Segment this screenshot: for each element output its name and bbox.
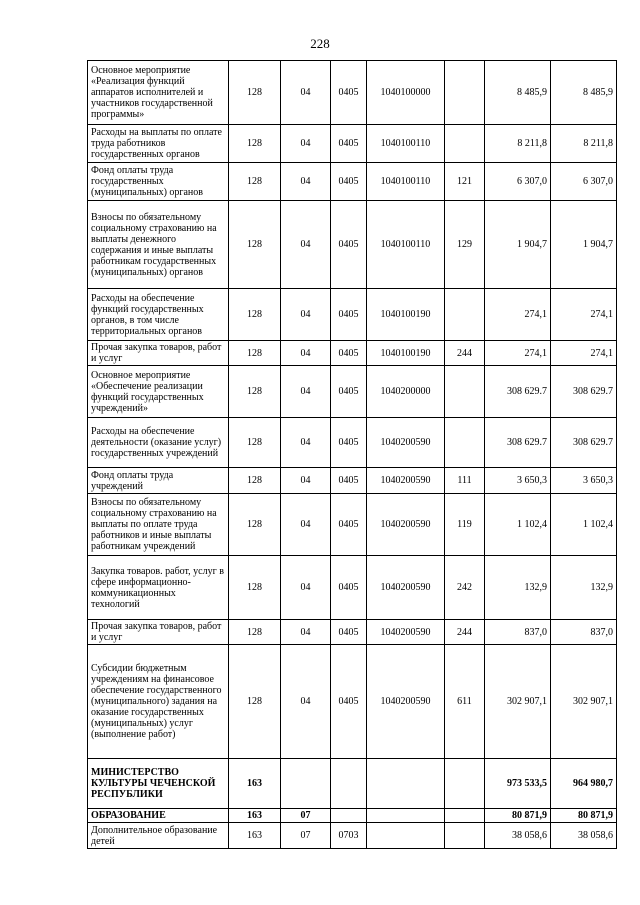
target-article-cell (367, 809, 445, 823)
amount-year1-cell: 38 058,6 (485, 823, 551, 849)
ministry-code-cell: 128 (229, 125, 281, 163)
amount-year2-cell: 308 629.7 (551, 366, 617, 418)
target-article-cell: 1040100000 (367, 61, 445, 125)
table-row (88, 366, 617, 418)
item-name-cell: Расходы на обеспечение деятельности (оказание услуг) государственных учреждений (88, 418, 229, 468)
section-code-cell: 04 (281, 201, 331, 289)
section-code-cell: 04 (281, 163, 331, 201)
item-name-cell: Взносы по обязательному социальному страхованию на выплаты по оплате труда работников и иные выплаты работникам учреждений (88, 494, 229, 556)
item-name-cell: Фонд оплаты труда учреждений (88, 468, 229, 494)
amount-year2-cell: 132,9 (551, 556, 617, 620)
amount-year2-cell: 1 102,4 (551, 494, 617, 556)
amount-year1-cell: 837,0 (485, 620, 551, 645)
item-name-cell: Взносы по обязательному социальному страхованию на выплаты денежного содержания и иные выплаты работникам государственных (муниципальных) органов (88, 201, 229, 289)
table-row (88, 125, 617, 163)
item-name-cell: Прочая закупка товаров, работ и услуг (88, 620, 229, 645)
item-name-cell: Прочая закупка товаров, работ и услуг (88, 341, 229, 366)
table-row (88, 341, 617, 366)
item-name-cell: Дополнительное образование детей (88, 823, 229, 849)
ministry-code-cell: 163 (229, 823, 281, 849)
table-row (88, 418, 617, 468)
target-article-cell: 1040200590 (367, 418, 445, 468)
subsection-code-cell: 0405 (331, 125, 367, 163)
ministry-code-cell: 128 (229, 289, 281, 341)
ministry-code-cell: 128 (229, 620, 281, 645)
subsection-code-cell: 0405 (331, 366, 367, 418)
section-code-cell: 04 (281, 468, 331, 494)
table-row (88, 620, 617, 645)
section-code-cell: 04 (281, 556, 331, 620)
amount-year2-cell: 1 904,7 (551, 201, 617, 289)
amount-year1-cell: 8 485,9 (485, 61, 551, 125)
target-article-cell: 1040200000 (367, 366, 445, 418)
target-article-cell (367, 759, 445, 809)
amount-year2-cell: 38 058,6 (551, 823, 617, 849)
target-article-cell: 1040200590 (367, 468, 445, 494)
table-row (88, 494, 617, 556)
subsection-code-cell: 0405 (331, 163, 367, 201)
target-article-cell: 1040100190 (367, 341, 445, 366)
item-name-cell: Основное мероприятие «Реализация функций аппаратов исполнителей и участников государственной программы» (88, 61, 229, 125)
amount-year1-cell: 274,1 (485, 289, 551, 341)
amount-year1-cell: 132,9 (485, 556, 551, 620)
amount-year1-cell: 1 904,7 (485, 201, 551, 289)
table-row (88, 556, 617, 620)
item-name-cell: Расходы на обеспечение функций государственных органов, в том числе территориальных органов (88, 289, 229, 341)
amount-year2-cell: 8 211,8 (551, 125, 617, 163)
expense-type-cell (445, 61, 485, 125)
section-code-cell: 04 (281, 125, 331, 163)
expense-type-cell: 244 (445, 620, 485, 645)
section-code-cell (281, 759, 331, 809)
amount-year2-cell: 80 871,9 (551, 809, 617, 823)
item-name-cell: Расходы на выплаты по оплате труда работников государственных органов (88, 125, 229, 163)
amount-year2-cell: 837,0 (551, 620, 617, 645)
section-code-cell: 04 (281, 620, 331, 645)
subsection-code-cell: 0405 (331, 468, 367, 494)
subsection-code-cell: 0405 (331, 418, 367, 468)
ministry-code-cell: 128 (229, 556, 281, 620)
expense-type-cell (445, 366, 485, 418)
amount-year1-cell: 1 102,4 (485, 494, 551, 556)
ministry-code-cell: 128 (229, 163, 281, 201)
table-row (88, 759, 617, 809)
subsection-code-cell: 0405 (331, 341, 367, 366)
amount-year2-cell: 964 980,7 (551, 759, 617, 809)
amount-year2-cell: 3 650,3 (551, 468, 617, 494)
section-code-cell: 04 (281, 494, 331, 556)
target-article-cell: 1040100110 (367, 125, 445, 163)
amount-year1-cell: 274,1 (485, 341, 551, 366)
ministry-code-cell: 128 (229, 341, 281, 366)
expense-type-cell (445, 418, 485, 468)
section-code-cell: 04 (281, 61, 331, 125)
subsection-code-cell: 0405 (331, 645, 367, 759)
ministry-code-cell: 128 (229, 61, 281, 125)
target-article-cell: 1040200590 (367, 556, 445, 620)
subsection-code-cell (331, 759, 367, 809)
expense-type-cell: 242 (445, 556, 485, 620)
table-row (88, 823, 617, 849)
amount-year1-cell: 8 211,8 (485, 125, 551, 163)
item-name-cell: Субсидии бюджетным учреждениям на финансовое обеспечение государственного (муниципального) задания на оказание государственных (муниципальных) услуг (выполнение работ) (88, 645, 229, 759)
subsection-code-cell: 0703 (331, 823, 367, 849)
table-row (88, 201, 617, 289)
item-name-cell: Закупка товаров. работ, услуг в сфере информационно-коммуникационных технологий (88, 556, 229, 620)
amount-year1-cell: 308 629.7 (485, 418, 551, 468)
expense-type-cell (445, 125, 485, 163)
target-article-cell: 1040200590 (367, 645, 445, 759)
subsection-code-cell: 0405 (331, 620, 367, 645)
ministry-code-cell: 128 (229, 418, 281, 468)
ministry-code-cell: 128 (229, 468, 281, 494)
subsection-code-cell: 0405 (331, 61, 367, 125)
amount-year2-cell: 302 907,1 (551, 645, 617, 759)
amount-year1-cell: 308 629.7 (485, 366, 551, 418)
expense-type-cell: 611 (445, 645, 485, 759)
ministry-code-cell: 128 (229, 366, 281, 418)
amount-year1-cell: 302 907,1 (485, 645, 551, 759)
amount-year2-cell: 8 485,9 (551, 61, 617, 125)
ministry-code-cell: 128 (229, 645, 281, 759)
section-code-cell: 04 (281, 341, 331, 366)
item-name-cell: МИНИСТЕРСТВО КУЛЬТУРЫ ЧЕЧЕНСКОЙ РЕСПУБЛИКИ (88, 759, 229, 809)
target-article-cell: 1040100110 (367, 163, 445, 201)
ministry-code-cell: 128 (229, 201, 281, 289)
expense-type-cell (445, 759, 485, 809)
section-code-cell: 07 (281, 809, 331, 823)
section-code-cell: 04 (281, 645, 331, 759)
amount-year2-cell: 308 629.7 (551, 418, 617, 468)
expense-type-cell: 244 (445, 341, 485, 366)
table-row (88, 809, 617, 823)
expense-type-cell: 129 (445, 201, 485, 289)
expense-type-cell (445, 809, 485, 823)
table-row (88, 61, 617, 125)
section-code-cell: 04 (281, 366, 331, 418)
item-name-cell: Основное мероприятие «Обеспечение реализации функций государственных учреждений» (88, 366, 229, 418)
table-row (88, 645, 617, 759)
subsection-code-cell: 0405 (331, 494, 367, 556)
section-code-cell: 04 (281, 289, 331, 341)
expense-type-cell (445, 289, 485, 341)
item-name-cell: Фонд оплаты труда государственных (муниципальных) органов (88, 163, 229, 201)
expense-type-cell: 119 (445, 494, 485, 556)
item-name-cell: ОБРАЗОВАНИЕ (88, 809, 229, 823)
table-row (88, 468, 617, 494)
ministry-code-cell: 128 (229, 494, 281, 556)
subsection-code-cell: 0405 (331, 201, 367, 289)
subsection-code-cell (331, 809, 367, 823)
expense-type-cell (445, 823, 485, 849)
amount-year1-cell: 3 650,3 (485, 468, 551, 494)
page-number: 228 (310, 36, 330, 51)
target-article-cell: 1040100190 (367, 289, 445, 341)
amount-year1-cell: 6 307,0 (485, 163, 551, 201)
amount-year2-cell: 274,1 (551, 289, 617, 341)
target-article-cell: 1040200590 (367, 494, 445, 556)
table-row (88, 163, 617, 201)
subsection-code-cell: 0405 (331, 556, 367, 620)
amount-year2-cell: 6 307,0 (551, 163, 617, 201)
ministry-code-cell: 163 (229, 759, 281, 809)
amount-year1-cell: 973 533,5 (485, 759, 551, 809)
ministry-code-cell: 163 (229, 809, 281, 823)
target-article-cell: 1040100110 (367, 201, 445, 289)
budget-table (87, 60, 617, 849)
amount-year2-cell: 274,1 (551, 341, 617, 366)
target-article-cell: 1040200590 (367, 620, 445, 645)
target-article-cell (367, 823, 445, 849)
subsection-code-cell: 0405 (331, 289, 367, 341)
amount-year1-cell: 80 871,9 (485, 809, 551, 823)
section-code-cell: 04 (281, 418, 331, 468)
expense-type-cell: 121 (445, 163, 485, 201)
table-row (88, 289, 617, 341)
section-code-cell: 07 (281, 823, 331, 849)
expense-type-cell: 111 (445, 468, 485, 494)
